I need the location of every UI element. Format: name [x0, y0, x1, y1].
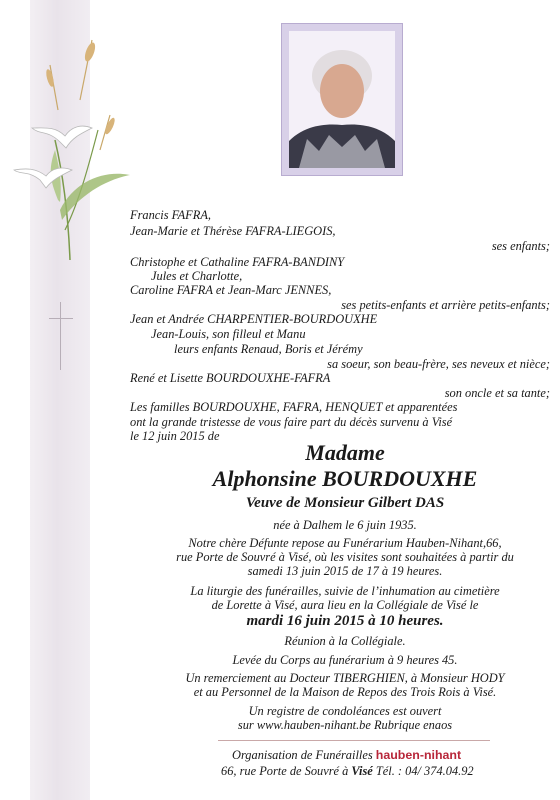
birth-line: née à Dalhem le 6 juin 1935. — [273, 518, 417, 532]
family-line: ont la grande tristesse de vous faire part du décès survenu à Visé — [130, 415, 453, 429]
family-line: le 12 juin 2015 de — [130, 429, 220, 443]
family-line: Francis FAFRA, — [130, 208, 211, 222]
family-line: Jean et Andrée CHARPENTIER-BOURDOUXHE — [130, 312, 378, 326]
family-line: Les familles BOURDOUXHE, FAFRA, HENQUET et apparentées — [130, 400, 458, 414]
brand-logo: hauben-nihant — [375, 748, 462, 762]
register-line: Un registre de condoléances est ouvert — [248, 704, 442, 718]
footer-organisation — [232, 748, 461, 762]
family-line: René et Lisette BOURDOUXHE-FAFRA — [130, 371, 331, 385]
family-line: Jean-Marie et Thérèse FAFRA-LIEGOIS, — [130, 224, 336, 238]
deceased-title: Madame — [305, 440, 385, 465]
repose-line: rue Porte de Souvré à Visé, où les visites sont souhaitées à partir du — [176, 550, 514, 564]
family-line: Christophe et Cathaline FAFRA-BANDINY — [130, 255, 345, 269]
family-line: Jean-Louis, son filleul et Manu — [151, 327, 306, 341]
footer-address-street: 66, rue Porte de Souvré à — [221, 764, 352, 778]
footer-org-label: Organisation de Funérailles — [232, 748, 373, 762]
family-line: Caroline FAFRA et Jean-Marc JENNES, — [130, 283, 332, 297]
family-relation: sa soeur, son beau-frère, ses neveux et nièce; — [327, 357, 550, 371]
liturgy-line: de Lorette à Visé, aura lieu en la Collégiale de Visé le — [211, 598, 479, 612]
portrait-photo — [289, 31, 395, 168]
liturgy-line: La liturgie des funérailles, suivie de l’inhumation au cimetière — [190, 584, 500, 598]
family-line: Jules et Charlotte, — [151, 269, 243, 283]
thanks-line: Un remerciement au Docteur TIBERGHIEN, à Monsieur HODY — [185, 671, 505, 685]
footer-address-city: Visé — [351, 764, 373, 778]
departure-line: Levée du Corps au funérarium à 9 heures 45. — [232, 653, 458, 667]
portrait-image-icon — [289, 31, 395, 168]
deceased-name: Alphonsine BOURDOUXHE — [212, 466, 478, 491]
cross-icon — [60, 302, 61, 370]
family-line: leurs enfants Renaud, Boris et Jérémy — [174, 342, 363, 356]
family-relation: ses enfants; — [491, 239, 550, 253]
widow-line: Veuve de Monsieur Gilbert DAS — [245, 495, 445, 511]
cross-icon-bar — [49, 318, 73, 319]
footer-divider — [218, 740, 490, 741]
register-website: sur www.hauben-nihant.be Rubrique enaos — [237, 718, 453, 732]
ceremony-date: mardi 16 juin 2015 à 10 heures. — [246, 613, 444, 629]
repose-line: Notre chère Défunte repose au Funérarium Hauben-Nihant,66, — [188, 536, 502, 550]
footer-address — [221, 764, 474, 778]
thanks-line: et au Personnel de la Maison de Repos des Trois Rois à Visé. — [193, 685, 497, 699]
footer-phone: Tél. : 04/ 374.04.92 — [372, 764, 474, 778]
portrait-frame — [281, 23, 403, 176]
meeting-line: Réunion à la Collégiale. — [284, 634, 406, 648]
repose-line: samedi 13 juin 2015 de 17 à 19 heures. — [247, 564, 443, 578]
family-relation: ses petits-enfants et arrière petits-enfants; — [341, 298, 550, 312]
family-relation: son oncle et sa tante; — [444, 386, 550, 400]
lily-flowers-icon — [10, 30, 140, 270]
